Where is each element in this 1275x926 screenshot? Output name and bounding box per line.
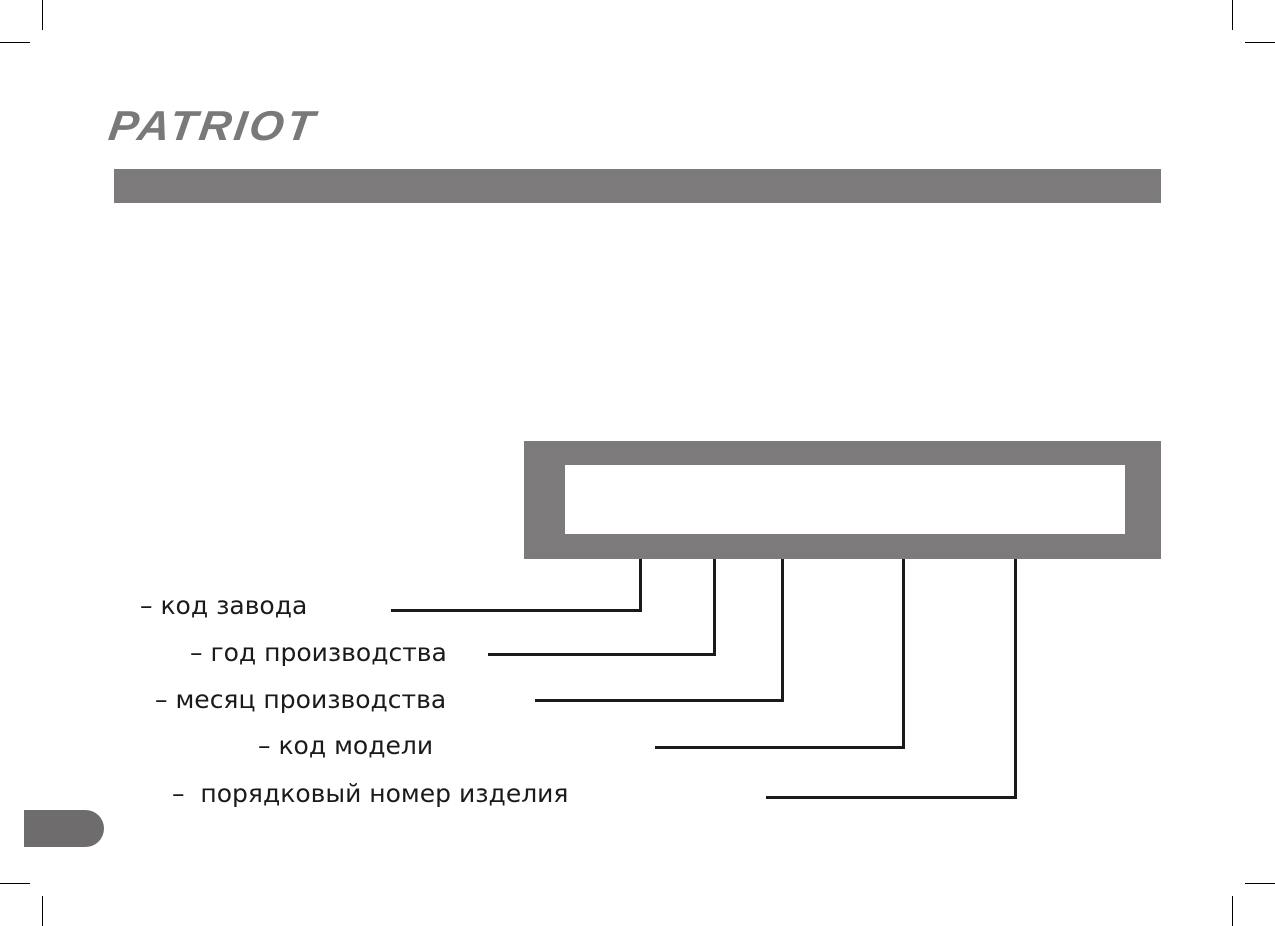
label-production-year: – год производства <box>190 638 447 667</box>
crop-mark <box>0 42 30 43</box>
serial-number-window <box>565 465 1125 534</box>
crop-mark <box>42 0 43 30</box>
crop-mark <box>42 896 43 926</box>
label-plant-code: – код завода <box>140 591 308 620</box>
crop-mark <box>1245 42 1275 43</box>
crop-mark <box>1232 0 1233 30</box>
serial-number-plate <box>524 441 1161 559</box>
header-bar <box>114 169 1161 203</box>
leader-line-model-code <box>655 746 905 749</box>
label-serial-number: – порядковый номер изделия <box>172 779 569 808</box>
leader-line-model-code <box>902 559 905 749</box>
leader-line-production-year <box>488 653 716 656</box>
label-model-code: – код модели <box>258 731 434 760</box>
crop-mark <box>0 883 30 884</box>
leader-line-plant-code <box>639 559 642 612</box>
leader-line-serial-number <box>766 796 1017 799</box>
leader-line-production-month <box>535 699 784 702</box>
crop-mark <box>1245 883 1275 884</box>
label-production-month: – месяц производства <box>155 685 447 714</box>
brand-logo: PATRIOT <box>105 103 320 150</box>
leader-line-plant-code <box>391 609 642 612</box>
leader-line-production-year <box>713 559 716 656</box>
crop-mark <box>1232 896 1233 926</box>
leader-line-production-month <box>781 559 784 702</box>
leader-line-serial-number <box>1014 559 1017 799</box>
page-number-tab <box>24 810 104 847</box>
